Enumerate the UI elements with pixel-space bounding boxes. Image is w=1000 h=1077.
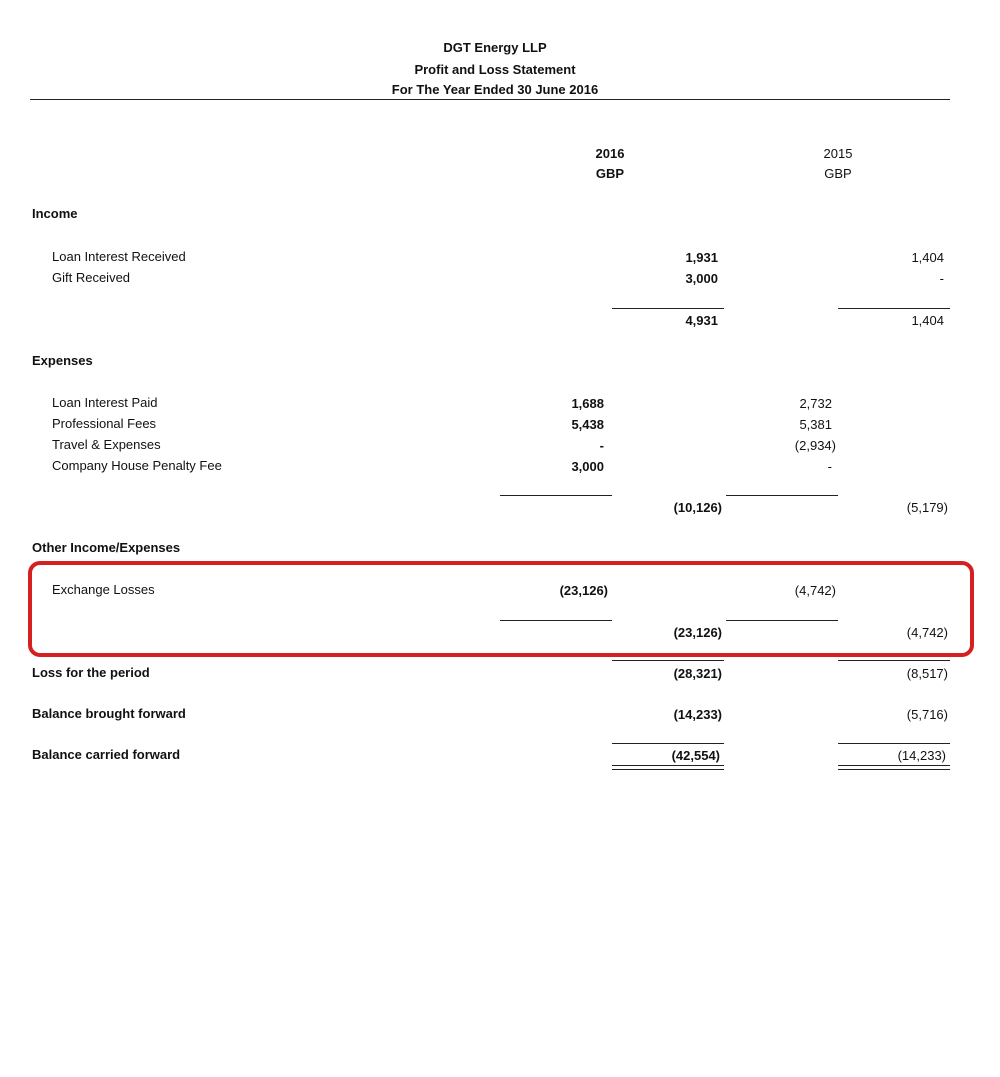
loss-for-period-2015: (8,517) — [906, 666, 948, 681]
total-rule — [838, 743, 950, 744]
line-item-value-2016: (23,126) — [559, 583, 608, 598]
balance-carried-forward-2016: (42,554) — [671, 748, 720, 763]
line-item-value-2015: - — [827, 459, 832, 474]
line-item-value-2016: 5,438 — [571, 417, 604, 432]
subtotal-rule — [726, 495, 838, 496]
balance-carried-forward-2015: (14,233) — [897, 748, 946, 763]
column-year-2016: 2016 — [595, 146, 625, 161]
balance-brought-forward-label: Balance brought forward — [32, 706, 186, 721]
loss-for-period-2016: (28,321) — [673, 666, 722, 681]
line-item-value-2016: - — [599, 438, 604, 453]
expenses-total-2015: (5,179) — [906, 500, 948, 515]
line-item-value-2015: 2,732 — [799, 396, 832, 411]
line-item-label: Professional Fees — [52, 416, 157, 431]
subtotal-rule — [500, 495, 612, 496]
statement-period: For The Year Ended 30 June 2016 — [391, 82, 599, 97]
other-total-2015: (4,742) — [906, 625, 948, 640]
total-rule — [838, 660, 950, 661]
line-item-label: Travel & Expenses — [52, 437, 161, 452]
total-rule — [612, 743, 724, 744]
column-currency-2015: GBP — [824, 166, 852, 181]
balance-brought-forward-2016: (14,233) — [673, 707, 722, 722]
line-item-label: Loan Interest Paid — [52, 395, 158, 410]
income-total-2015: 1,404 — [911, 313, 944, 328]
highlight-box — [28, 561, 974, 657]
section-heading-expenses: Expenses — [32, 353, 93, 368]
line-item-label: Company House Penalty Fee — [52, 458, 222, 473]
double-underline — [612, 765, 724, 770]
subtotal-rule — [500, 620, 612, 621]
line-item-value-2015: 5,381 — [799, 417, 832, 432]
line-item-value-2016: 1,931 — [685, 250, 718, 265]
line-item-value-2015: - — [939, 271, 944, 286]
balance-brought-forward-2015: (5,716) — [906, 707, 948, 722]
line-item-value-2015: (4,742) — [794, 583, 836, 598]
column-year-2015: 2015 — [823, 146, 853, 161]
subtotal-rule — [838, 308, 950, 309]
line-item-value-2016: 3,000 — [685, 271, 718, 286]
line-item-value-2016: 3,000 — [571, 459, 604, 474]
company-name: DGT Energy LLP — [443, 40, 547, 55]
line-item-value-2015: (2,934) — [794, 438, 836, 453]
subtotal-rule — [612, 308, 724, 309]
loss-for-period-label: Loss for the period — [32, 665, 150, 680]
line-item-value-2015: 1,404 — [911, 250, 944, 265]
section-heading-income: Income — [32, 206, 78, 221]
expenses-total-2016: (10,126) — [673, 500, 722, 515]
section-heading-other: Other Income/Expenses — [32, 540, 181, 555]
statement-title: Profit and Loss Statement — [414, 62, 576, 77]
double-underline — [838, 765, 950, 770]
header-rule — [30, 99, 950, 100]
balance-carried-forward-label: Balance carried forward — [32, 747, 181, 762]
line-item-label: Gift Received — [52, 270, 131, 285]
column-currency-2016: GBP — [595, 166, 625, 181]
subtotal-rule — [726, 620, 838, 621]
other-total-2016: (23,126) — [673, 625, 722, 640]
income-total-2016: 4,931 — [685, 313, 718, 328]
line-item-value-2016: 1,688 — [571, 396, 604, 411]
total-rule — [612, 660, 724, 661]
line-item-label: Loan Interest Received — [52, 249, 186, 264]
line-item-label: Exchange Losses — [52, 582, 155, 597]
